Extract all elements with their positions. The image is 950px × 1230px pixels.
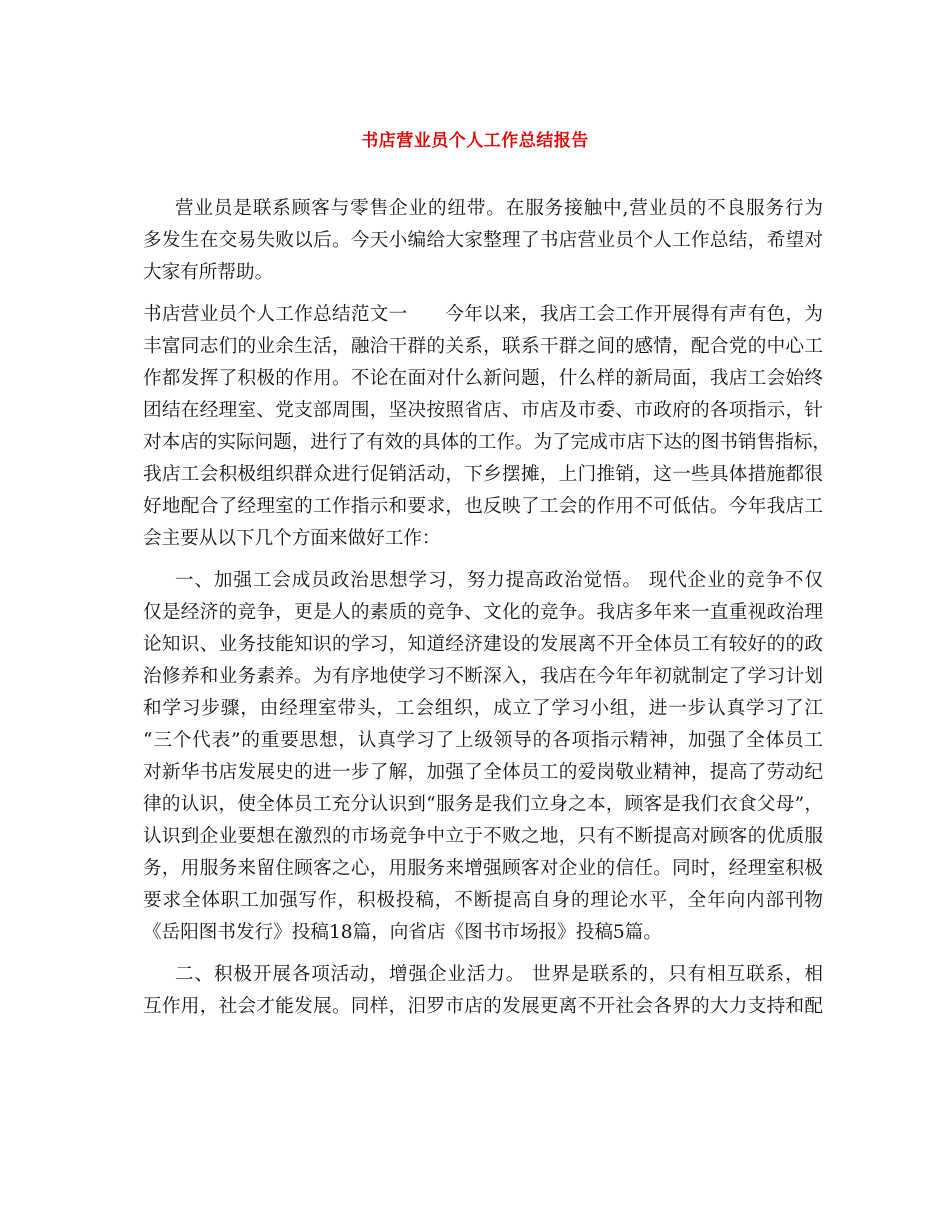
paragraph-line: “三个代表”的重要思想，认真学习了上级领导的各项指示精神，加强了全体员工 (143, 730, 823, 751)
document-title: 书店营业员个人工作总结报告 (361, 131, 589, 151)
paragraph-line: 认识到企业要想在激烈的市场竞争中立于不败之地，只有不断提高对顾客的优质服 (143, 826, 823, 847)
paragraph-line: 治修养和业务素养。为有序地使学习不断深入，我店在今年年初就制定了学习计划 (143, 666, 823, 687)
paragraph-line: 多发生在交易失败以后。今天小编给大家整理了书店营业员个人工作总结，希望对 (143, 230, 823, 251)
paragraph-line: 好地配合了经理室的工作指示和要求，也反映了工会的作用不可低估。今年我店工 (143, 496, 823, 517)
paragraph-line: 务，用服务来留住顾客之心，用服务来增强顾客对企业的信任。同时，经理室积极 (143, 858, 823, 879)
paragraph-line: 作都发挥了积极的作用。不论在面对什么新问题，什么样的新局面，我店工会始终 (143, 368, 823, 389)
paragraph-line: 团结在经理室、党支部周围，坚决按照省店、市店及市委、市政府的各项指示，针 (143, 400, 823, 421)
paragraph-line: 书店营业员个人工作总结范文一 今年以来，我店工会工作开展得有声有色，为 (143, 304, 823, 325)
paragraph-line: 对新华书店发展史的进一步了解，加强了全体员工的爱岗敬业精神，提高了劳动纪 (143, 762, 823, 783)
paragraph-line: 论知识、业务技能知识的学习，知道经济建设的发展离不开全体员工有较好的的政 (143, 634, 823, 655)
paragraph-line: 一、加强工会成员政治思想学习，努力提高政治觉悟。 现代企业的竞争不仅 (175, 570, 823, 591)
paragraph-line: 和学习步骤，由经理室带头，工会组织，成立了学习小组，进一步认真学习了江 (143, 698, 823, 719)
paragraph-line: 二、积极开展各项活动，增强企业活力。 世界是联系的，只有相互联系，相 (175, 964, 823, 985)
paragraph-line: 律的认识，使全体员工充分认识到“服务是我们立身之本，顾客是我们衣食父母”， (143, 794, 823, 815)
paragraph-line: 会主要从以下几个方面来做好工作： (143, 528, 441, 549)
paragraph-line: 仅是经济的竞争，更是人的素质的竞争、文化的竞争。我店多年来一直重视政治理 (143, 602, 823, 623)
paragraph-line: 对本店的实际问题，进行了有效的具体的工作。为了完成市店下达的图书销售指标， (143, 432, 831, 453)
paragraph-line: 营业员是联系顾客与零售企业的纽带。在服务接触中,营业员的不良服务行为 (175, 198, 823, 219)
paragraph-line: 我店工会积极组织群众进行促销活动，下乡摆摊，上门推销，这一些具体措施都很 (143, 464, 823, 485)
paragraph-line: 要求全体职工加强写作，积极投稿，不断提高自身的理论水平，全年向内部刊物 (143, 890, 823, 911)
paragraph-line: 大家有所帮助。 (143, 262, 274, 283)
paragraph-line: 丰富同志们的业余生活，融洽干群的关系，联系干群之间的感情，配合党的中心工 (143, 336, 823, 357)
paragraph-line: 互作用，社会才能发展。同样，汨罗市店的发展更离不开社会各界的大力支持和配 (143, 996, 823, 1017)
paragraph-line: 《岳阳图书发行》投稿18篇，向省店《图书市场报》投稿5篇。 (143, 922, 662, 943)
